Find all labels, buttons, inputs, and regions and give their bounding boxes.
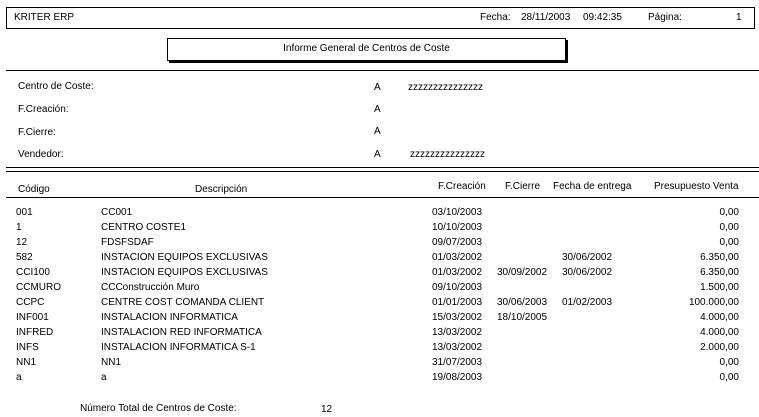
- cell-fcreacion: 09/10/2003: [432, 282, 483, 293]
- cell-fcreacion: 19/08/2003: [432, 372, 483, 383]
- section-divider: [6, 171, 759, 172]
- report-title: Informe General de Centros de Coste: [283, 43, 450, 54]
- cell-presupuesto: 0,00: [719, 207, 739, 218]
- cell-descripcion: INSTALACION INFORMATICA: [101, 312, 238, 323]
- cell-codigo: INFS: [16, 342, 39, 353]
- col-header-descripcion: Descripción: [195, 184, 248, 195]
- filter-label-fcierre: F.Cierre:: [18, 127, 56, 138]
- cell-fcreacion: 31/07/2003: [432, 357, 483, 368]
- cell-fcreacion: 13/03/2002: [432, 327, 483, 338]
- pagina-value: 1: [736, 12, 742, 23]
- cell-presupuesto: 4.000,00: [700, 327, 739, 338]
- cell-codigo: CCMURO: [16, 282, 61, 293]
- cell-presupuesto: 6.350,00: [700, 252, 739, 263]
- section-divider: [6, 70, 759, 71]
- cell-presupuesto: 4.000,00: [700, 312, 739, 323]
- filter-label-centro: Centro de Coste:: [18, 81, 94, 92]
- col-header-fcierre: F.Cierre: [505, 181, 541, 192]
- cell-fcreacion: 01/03/2002: [432, 267, 483, 278]
- filter-value-vendedor: zzzzzzzzzzzzzzz: [410, 149, 485, 160]
- cell-fcierre: 18/10/2005: [497, 312, 548, 323]
- cell-descripcion: INSTALACION INFORMATICA S-1: [101, 342, 256, 353]
- cell-descripcion: CENTRE COST COMANDA CLIENT: [101, 297, 265, 308]
- col-header-fcreacion: F.Creación: [438, 181, 486, 192]
- cell-descripcion: NN1: [101, 357, 122, 368]
- filter-sep-centro: A: [374, 82, 381, 93]
- filter-label-vendedor: Vendedor:: [18, 149, 64, 160]
- pagina-label: Página:: [648, 12, 682, 23]
- col-header-fecha-entrega: Fecha de entrega: [553, 181, 632, 192]
- section-divider: [6, 167, 759, 168]
- cell-fecha-entrega: 30/06/2002: [562, 267, 613, 278]
- total-value: 12: [321, 404, 333, 415]
- cell-presupuesto: 2.000,00: [700, 342, 739, 353]
- cell-fecha-entrega: 01/02/2003: [562, 297, 613, 308]
- cell-codigo: 12: [16, 237, 28, 248]
- cell-descripcion: INSTACION EQUIPOS EXCLUSIVAS: [101, 252, 268, 263]
- report-header: [6, 7, 755, 29]
- cell-fcreacion: 01/03/2002: [432, 252, 483, 263]
- cell-codigo: CCI100: [16, 267, 50, 278]
- cell-fcreacion: 15/03/2002: [432, 312, 483, 323]
- cell-fcreacion: 10/10/2003: [432, 222, 483, 233]
- table-header-divider: [6, 197, 759, 198]
- cell-presupuesto: 0,00: [719, 357, 739, 368]
- cell-codigo: a: [16, 372, 22, 383]
- col-header-codigo: Código: [18, 184, 50, 195]
- cell-descripcion: CCConstrucción Muro: [101, 282, 200, 293]
- fecha-label: Fecha:: [480, 12, 511, 23]
- cell-codigo: INFRED: [16, 327, 54, 338]
- cell-presupuesto: 100.000,00: [688, 297, 739, 308]
- cell-descripcion: CENTRO COSTE1: [101, 222, 187, 233]
- col-header-presupuesto: Presupuesto Venta: [654, 181, 739, 192]
- filter-sep-vendedor: A: [374, 149, 381, 160]
- cell-presupuesto: 0,00: [719, 222, 739, 233]
- filter-sep-fcierre: A: [374, 126, 381, 137]
- cell-presupuesto: 6.350,00: [700, 267, 739, 278]
- fecha-value: 28/11/2003: [521, 12, 571, 23]
- filter-sep-fcreacion: A: [374, 104, 381, 115]
- cell-codigo: 1: [16, 222, 22, 233]
- cell-codigo: 001: [16, 207, 33, 218]
- cell-descripcion: INSTACION EQUIPOS EXCLUSIVAS: [101, 267, 268, 278]
- cell-codigo: 582: [16, 252, 33, 263]
- filter-label-fcreacion: F.Creación:: [18, 104, 69, 115]
- filter-value-centro: zzzzzzzzzzzzzzz: [408, 82, 483, 93]
- cell-fcreacion: 09/07/2003: [432, 237, 483, 248]
- cell-fecha-entrega: 30/06/2002: [562, 252, 613, 263]
- cell-fcreacion: 01/01/2003: [432, 297, 483, 308]
- cell-fcierre: 30/06/2003: [497, 297, 548, 308]
- cell-presupuesto: 0,00: [719, 372, 739, 383]
- cell-fcierre: 30/09/2002: [497, 267, 548, 278]
- cell-codigo: INF001: [16, 312, 49, 323]
- cell-descripcion: a: [101, 372, 107, 383]
- app-name: KRITER ERP: [14, 12, 75, 23]
- cell-presupuesto: 1.500,00: [700, 282, 739, 293]
- cell-codigo: NN1: [16, 357, 37, 368]
- cell-fcreacion: 13/03/2002: [432, 342, 483, 353]
- cell-presupuesto: 0,00: [719, 237, 739, 248]
- total-label: Número Total de Centros de Coste:: [80, 403, 237, 414]
- cell-fcreacion: 03/10/2003: [432, 207, 483, 218]
- cell-descripcion: INSTALACION RED INFORMATICA: [101, 327, 262, 338]
- cell-descripcion: FDSFSDAF: [101, 237, 154, 248]
- cell-codigo: CCPC: [16, 297, 45, 308]
- cell-descripcion: CC001: [101, 207, 133, 218]
- hora-value: 09:42:35: [583, 12, 622, 23]
